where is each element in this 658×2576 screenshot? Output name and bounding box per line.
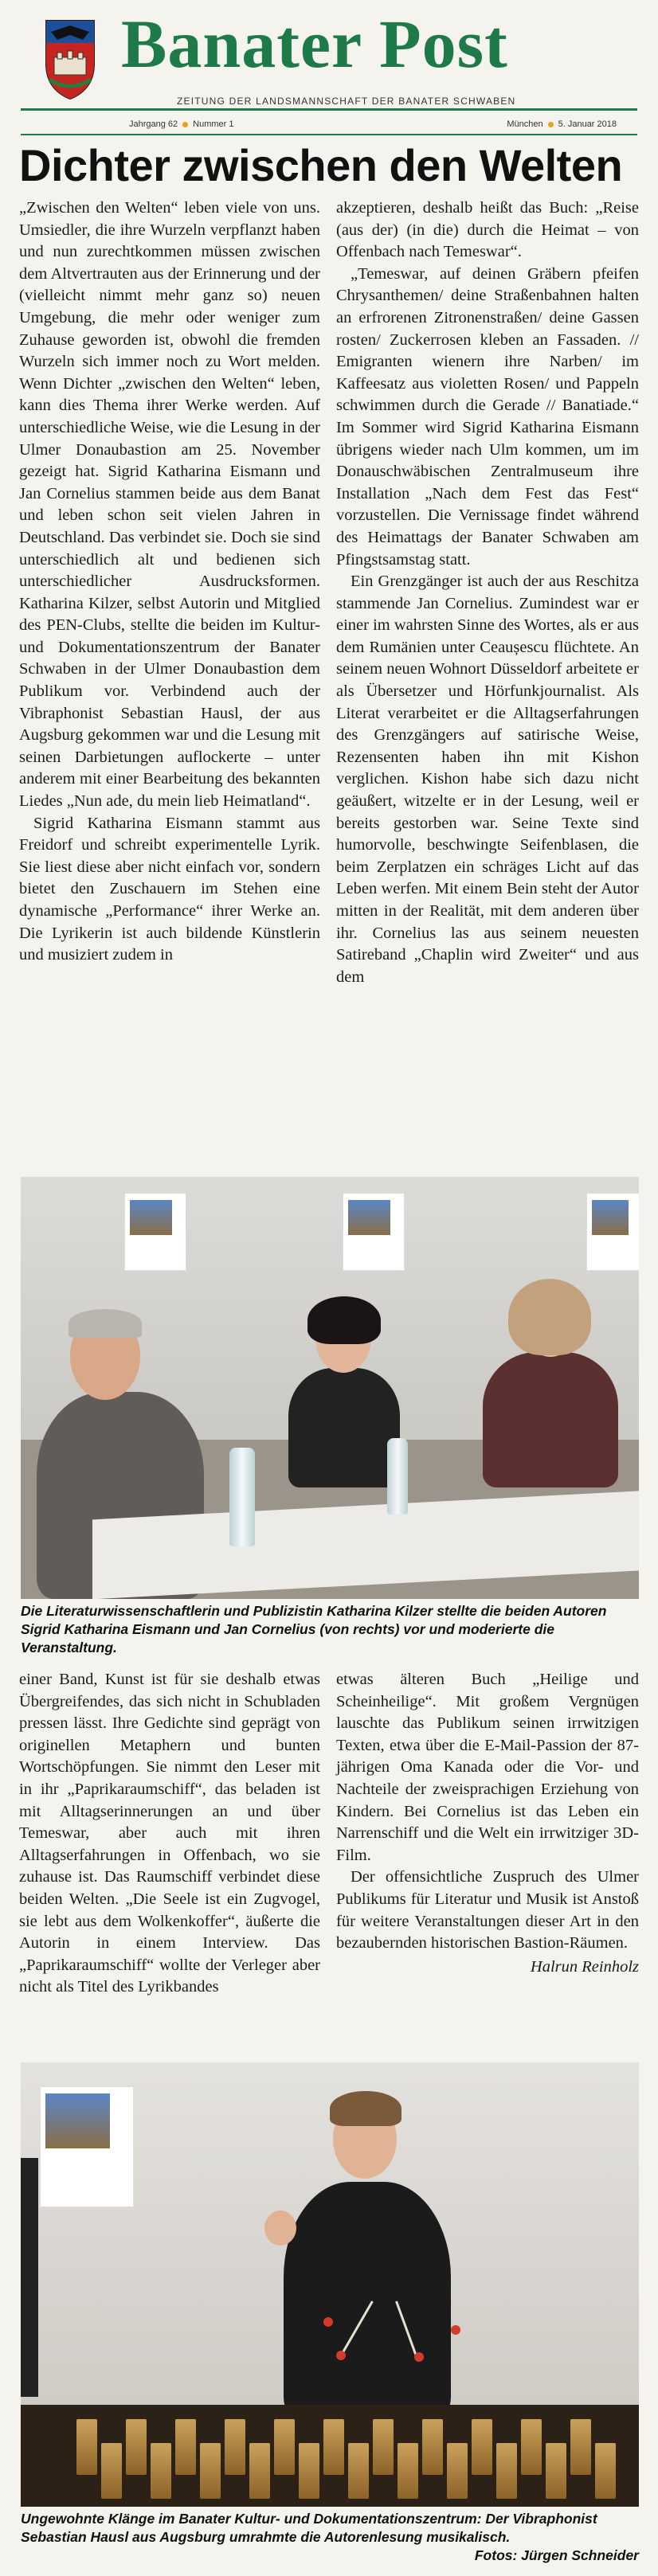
vibraphone-bar <box>225 2419 245 2475</box>
vibraphone-bar <box>151 2443 171 2499</box>
vibraphone-bar <box>101 2443 122 2499</box>
city: München <box>507 119 543 129</box>
vibraphone-bar <box>570 2419 591 2475</box>
vibraphone-bar <box>447 2443 468 2499</box>
paragraph: Ein Grenzgänger ist auch der aus Reschitza stammende Jan Cornelius. Zumindest war er einer im wahrsten Sinne des Wortes, als er aus dem Rumänien unter Ceaușescu flüchtete. An seinem neuen Wohnort Düsseldorf arbeitete er als Übersetzer und Hörfunkjournalist. Als Literat verarbeitet er die Alltagserfahrungen des Grenzgängers auf satirische Weise, Rezensenten haben ihn mit Kishon verglichen. Kishon habe sich dazu nicht geäußert, witzelte er in der Lesung, weil er bereits gestorben war. Seine Texte sind humorvolle, beschwingte Seifenblasen, die beim Zerplatzen ein schräges Licht auf das Leben werfen. Mit einem Bein steht der Autor mitten in der Realität, mit dem anderen über ihr. Cornelius las aus seinem neuesten Satireband „Chaplin wird Zweiter“ und aus dem <box>336 573 639 986</box>
photo1-caption: Die Literaturwissenschaftlerin und Publizistin Katharina Kilzer stellte die beiden Autoren Sigrid Katharina Eismann und Jan Cornelius (von rechts) vor und moderierte die Veranstaltung. <box>21 1603 607 1655</box>
photo2-caption <box>21 2510 639 2565</box>
vibraphone-bar <box>76 2419 97 2475</box>
vibraphone-bar <box>546 2443 566 2499</box>
article-column-1 <box>19 197 320 967</box>
author-byline: Halrun Reinholz <box>530 1957 639 1976</box>
tagline: ZEITUNG DER LANDSMANNSCHAFT DER BANATER SCHWABEN <box>177 96 516 107</box>
vibraphone-bar <box>323 2419 344 2475</box>
vibraphone-bar <box>521 2419 542 2475</box>
vibraphone-bar <box>200 2443 221 2499</box>
masthead-rule-bottom <box>21 134 637 135</box>
water-bottle <box>387 1438 408 1515</box>
article-column-3 <box>19 1669 320 1999</box>
issue-date: 5. Januar 2018 <box>558 119 617 129</box>
photo2-caption-text: Ungewohnte Klänge im Banater Kultur- und Dokumentationszentrum: Der Vibraphonist Sebastian Hausl aus Augsburg umrahmte die Autorenlesung musikalisch. <box>21 2511 597 2545</box>
person-musician <box>284 2182 451 2421</box>
vibraphone-bar <box>496 2443 517 2499</box>
photo-vibraphonist <box>21 2062 639 2507</box>
masthead-rule-top <box>21 108 637 111</box>
poster <box>40 2086 134 2207</box>
poster <box>343 1193 405 1271</box>
vibraphone-bar <box>299 2443 319 2499</box>
person-woman-right <box>483 1352 618 1487</box>
paragraph: Sigrid Katharina Eismann stammt aus Freidorf und schreibt experimentelle Lyrik. Sie liest diese aber nicht einfach vor, sondern bietet den Zuschauern im Stehen eine dynamische „Performance“ ihrer Werke an. Die Lyrikerin ist auch bildende Künstlerin und musiziert zudem in <box>19 814 320 964</box>
issue-number: Nummer 1 <box>193 119 234 129</box>
masthead <box>21 6 637 124</box>
vibraphone-bar <box>373 2419 394 2475</box>
coat-of-arms-icon <box>43 16 97 102</box>
vibraphone-bar <box>249 2443 270 2499</box>
article-column-4 <box>336 1669 639 1978</box>
paragraph: etwas älteren Buch „Heilige und Scheinheilige“. Mit großem Vergnügen lauschte das Publikum seinen irrwitzigen Texten, etwa über die E-Mail-Passion der 87-jährigen Oma Kanada oder die Vor- und Nachteile der zweisprachigen Erziehung von Kindern. Bei Cornelius ist das Leben ein Narrenschiff und die Welt ein irrwitziger 3D-Film. <box>336 1671 639 1864</box>
paragraph: „Zwischen den Welten“ leben viele von uns. Umsiedler, die ihre Wurzeln verpflanzt haben und nun zurechtkommen müssen zwischen dem Altvertrauten aus der Erinnerung und der (vielleicht nimmt mehr ganz so) neuen Umgebung, die mehr oder weniger zum Zuhause geworden ist, obwohl die fremden Wurzeln sich immer noch zu Wort melden. Wenn Dichter „zwischen den Welten“ leben, kann dies Thema ihrer Werke werden. Auf unterschiedliche Weise, wie die Lesung in der Ulmer Donaubastion am 25. November gezeigt hat. Sigrid Katharina Eismann und Jan Cornelius stammen beide aus dem Banat und leben schon seit vielen Jahren in Deutschland. Das verbindet sie. Doch sie sind unterschiedlich alt und bedienen sich unterschiedlicher Ausdrucksformen. Katharina Kilzer, selbst Autorin und Mitglied des PEN-Clubs, stellte die beiden im Kultur- und Dokumentationszentrum der Banater Schwaben in der Ulmer Donaubastion dem Publikum vor. Verbindend auch der Vibraphonist Sebastian Hausl, der aus Augsburg gekommen war und die Lesung mit seinen Darbietungen auflockerte – unter anderem mit einer Bearbeitung des bekannten Liedes „Nun ade, du mein lieb Heimatland“. <box>19 199 320 811</box>
vibraphone-bar <box>274 2419 295 2475</box>
paragraph: Der offensichtliche Zuspruch des Ulmer Publikums für Literatur und Musik ist Anstoß für weitere Veranstaltungen dieser Art in den bezaubernden historischen Bastion-Räumen. <box>336 1868 639 1953</box>
person-woman-center <box>288 1368 400 1487</box>
vibraphone-bar <box>126 2419 147 2475</box>
article-column-2 <box>336 197 639 988</box>
vibraphone-bar <box>175 2419 196 2475</box>
paragraph: akzeptieren, deshalb heißt das Buch: „Reise (aus der) (in die) durch die Heimat – von Offenbach nach Temeswar“. <box>336 199 639 261</box>
vibraphone-bar <box>472 2419 492 2475</box>
poster <box>124 1193 186 1271</box>
vibraphone-bar <box>348 2443 369 2499</box>
vibraphone-bar <box>398 2443 418 2499</box>
bullet-dot-icon <box>548 122 554 127</box>
vibraphone-bar <box>595 2443 616 2499</box>
paragraph: „Temeswar, auf deinen Gräbern pfeifen Chrysanthemen/ deine Straßenbahnen halten an erfrorenen Zitronenstraßen/ deine Gassen rosten/ Zuckerrosen kleben an Fassaden. // Emigranten wienern ihre Narben/ im Kaffeesatz aus violetten Rosen/ und Pappeln schwimmen durch die Gerade // Banatiade.“ Im Sommer wird Sigrid Katharina Eismann übrigens wieder nach Ulm kommen, um im Donauschwäbischen Zentralmuseum ihre Installation „Nach dem Fest das Fest“ vorzustellen. Die Vernissage findet während des Heimattags der Banater Schwaben am Pfingstsamstag statt. <box>336 264 639 569</box>
article-headline: Dichter zwischen den Welten <box>19 140 623 190</box>
volume: Jahrgang 62 <box>129 119 178 129</box>
water-bottle <box>229 1448 255 1546</box>
paper-name: Banater Post <box>121 6 508 82</box>
vibraphone-bar <box>422 2419 443 2475</box>
photo-credit: Fotos: Jürgen Schneider <box>474 2547 639 2563</box>
poster <box>586 1193 639 1271</box>
bullet-dot-icon <box>182 122 188 127</box>
paragraph: einer Band, Kunst ist für sie deshalb etwas Übergreifendes, das sich nicht in Schubladen pressen lässt. Ihre Gedichte sind geprägt von originellen Metaphern und bunten Wortschöpfungen. Sie nimmt den Leser mit in ihr „Paprikaraumschiff“, das beladen ist mit Alltagserinnerungen an und über Temeswar, aber auch mit ihren Alltagserfahrungen in Offenbach, wo sie zuhause ist. Das Raumschiff verbindet diese beiden Welten. „Die Seele ist ein Zugvogel, sie lebt aus dem Wolkenkoffer“, äußerte die Autorin in einem Interview. Das „Paprikaraumschiff“ wollte der Verleger aber nicht als Titel des Lyrikbandes <box>19 1671 320 1996</box>
photo-panel-discussion <box>21 1177 639 1599</box>
person-hand <box>264 2211 296 2246</box>
